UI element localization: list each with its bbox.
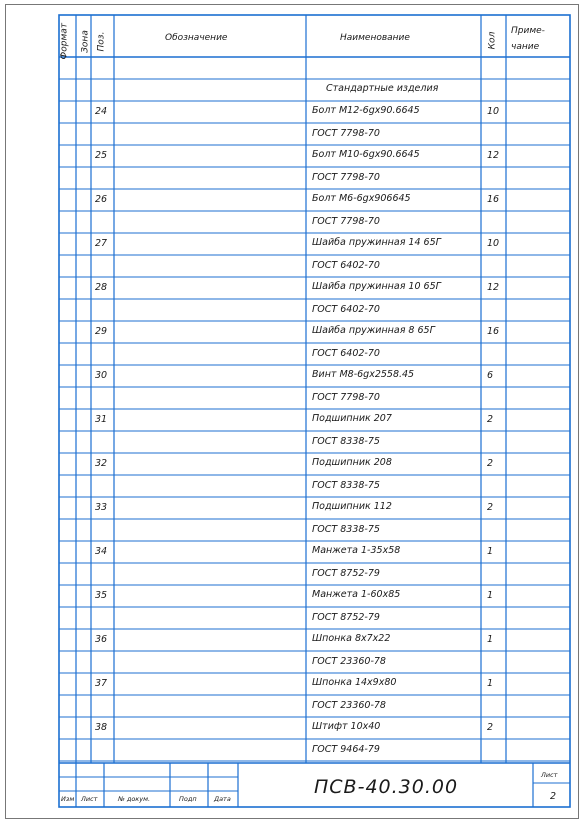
item-quantity: 10	[487, 106, 500, 117]
item-position: 24	[95, 106, 108, 117]
item-position: 34	[95, 546, 108, 557]
item-quantity: 1	[487, 634, 494, 645]
item-name: Шпонка 8х7х22	[312, 633, 391, 644]
item-standard: ГОСТ 7798-70	[312, 172, 380, 183]
item-standard: ГОСТ 8752-79	[312, 568, 380, 579]
item-standard: ГОСТ 8338-75	[312, 480, 380, 491]
item-position: 33	[95, 502, 108, 513]
item-quantity: 1	[487, 678, 494, 689]
item-position: 32	[95, 458, 108, 469]
item-standard: ГОСТ 6402-70	[312, 304, 380, 315]
item-name: Винт М8-6gх2558.45	[312, 369, 415, 380]
item-standard: ГОСТ 6402-70	[312, 260, 380, 271]
item-standard: ГОСТ 6402-70	[312, 348, 380, 359]
header-designation: Обозначение	[165, 33, 228, 43]
item-quantity: 2	[487, 502, 494, 513]
item-position: 29	[95, 326, 108, 337]
title-block-doc-number: № докум.	[118, 795, 151, 803]
item-name: Шайба пружинная 10 65Г	[312, 281, 441, 292]
title-block-signature: Подп	[179, 795, 197, 803]
header-note: Приме-	[511, 26, 545, 36]
item-position: 26	[95, 194, 108, 205]
item-position: 37	[95, 678, 108, 689]
item-quantity: 6	[487, 370, 494, 381]
item-position: 30	[95, 370, 108, 381]
header-zone: Зона	[80, 30, 91, 53]
header-position: Поз.	[96, 31, 107, 52]
item-standard: ГОСТ 8338-75	[312, 524, 380, 535]
item-position: 27	[95, 238, 108, 249]
title-block-date: Дата	[214, 795, 231, 803]
item-position: 28	[95, 282, 108, 293]
item-standard: ГОСТ 23360-78	[312, 700, 386, 711]
sheet-number: 2	[550, 791, 557, 802]
item-name: Болт М10-6gx90.6645	[312, 149, 420, 160]
item-standard: ГОСТ 7798-70	[312, 392, 380, 403]
header-note: чание	[511, 42, 540, 52]
item-quantity: 2	[487, 458, 494, 469]
item-standard: ГОСТ 7798-70	[312, 216, 380, 227]
item-quantity: 1	[487, 590, 494, 601]
item-name: Манжета 1-35х58	[312, 545, 401, 556]
item-name: Шпонка 14х9х80	[312, 677, 397, 688]
item-quantity: 1	[487, 546, 494, 557]
item-name: Штифт 10х40	[312, 721, 381, 732]
item-name: Подшипник 208	[312, 457, 392, 468]
item-name: Шайба пружинная 14 65Г	[312, 237, 441, 248]
item-name: Болт М12-6gx90.6645	[312, 105, 420, 116]
item-quantity: 12	[487, 282, 500, 293]
item-standard: ГОСТ 7798-70	[312, 128, 380, 139]
item-quantity: 16	[487, 326, 500, 337]
item-standard: ГОСТ 9464-79	[312, 744, 380, 755]
item-quantity: 2	[487, 414, 494, 425]
title-block-list: Лист	[81, 795, 98, 803]
header-name: Наименование	[340, 33, 410, 43]
item-quantity: 12	[487, 150, 500, 161]
item-position: 25	[95, 150, 108, 161]
item-name: Манжета 1-60х85	[312, 589, 401, 600]
header-format: Формат	[59, 22, 70, 60]
item-name: Подшипник 207	[312, 413, 392, 424]
item-name: Болт М6-6gx906645	[312, 193, 411, 204]
item-position: 38	[95, 722, 108, 733]
item-standard: ГОСТ 23360-78	[312, 656, 386, 667]
item-position: 31	[95, 414, 108, 425]
item-name: Подшипник 112	[312, 501, 392, 512]
sheet-label: Лист	[541, 771, 558, 779]
item-standard: ГОСТ 8338-75	[312, 436, 380, 447]
item-quantity: 10	[487, 238, 500, 249]
title-block-izm: Изм	[61, 795, 75, 803]
section-title: Стандартные изделия	[326, 83, 439, 94]
document-code: ПСВ-40.30.00	[314, 776, 459, 798]
item-position: 36	[95, 634, 108, 645]
header-quantity: Кол	[487, 31, 498, 50]
item-name: Шайба пружинная 8 65Г	[312, 325, 435, 336]
item-quantity: 2	[487, 722, 494, 733]
item-quantity: 16	[487, 194, 500, 205]
item-position: 35	[95, 590, 108, 601]
item-standard: ГОСТ 8752-79	[312, 612, 380, 623]
